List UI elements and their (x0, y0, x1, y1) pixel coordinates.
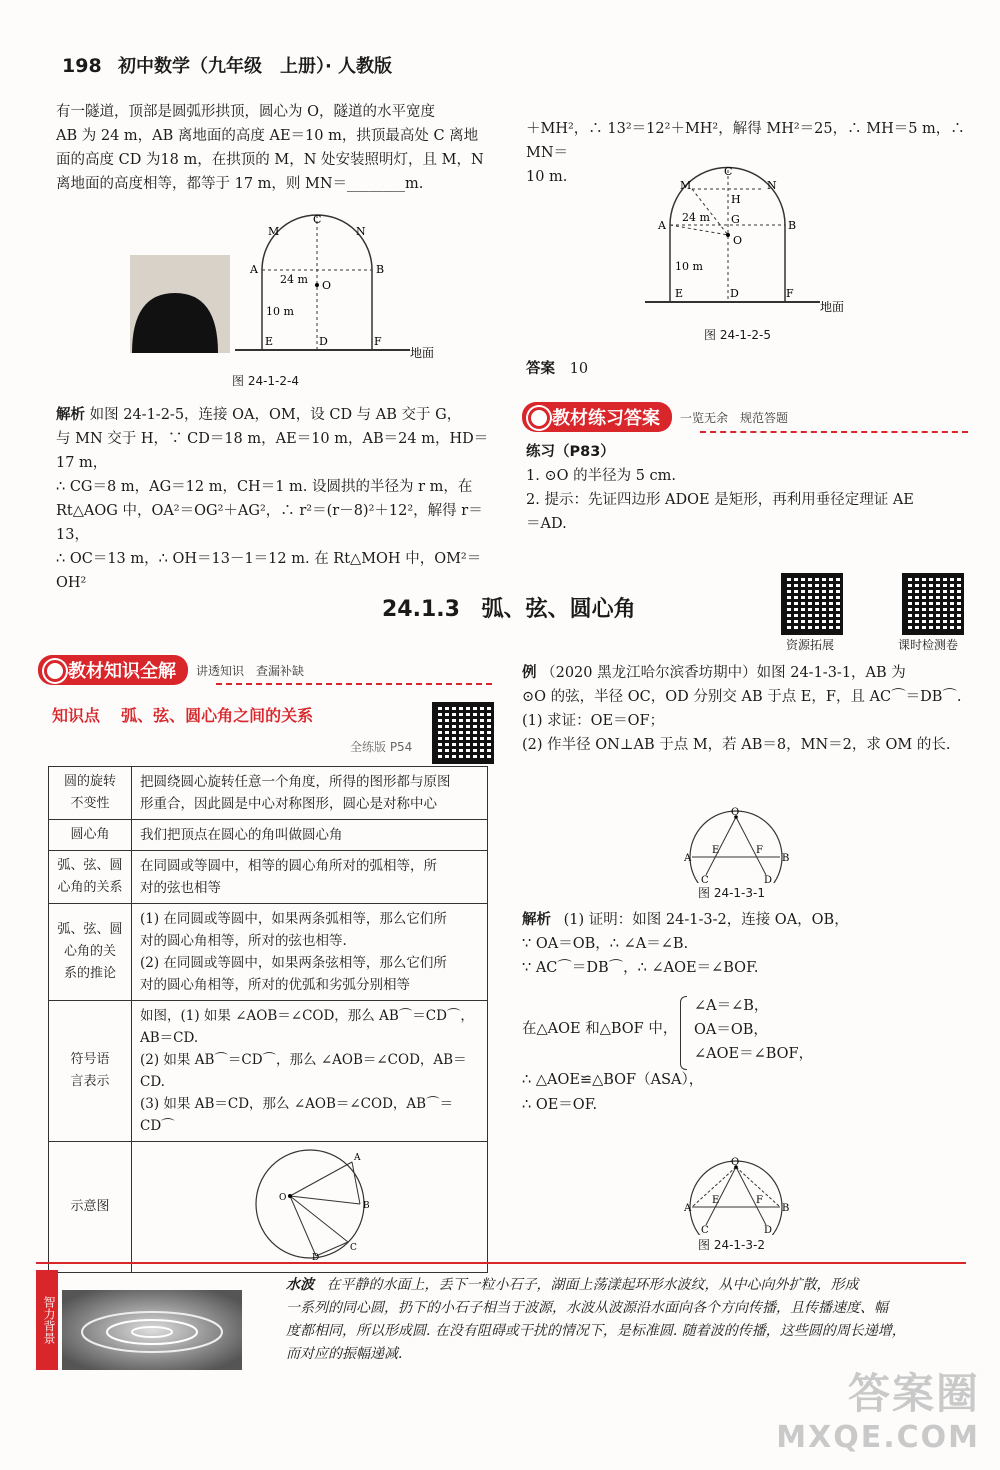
fig1-caption: 图 24-1-2-4 (232, 374, 299, 388)
table-row (49, 904, 488, 1001)
example-text: （2020 黑龙江哈尔滨香坊期中）如图 24-1-3-1，AB 为 ⊙O 的弦，半径 OC，OD 分别交 AB 于点 E，F，且 AC⌒＝DB⌒. (1) 求证：OE＝OF； (2) 作半径 ON⊥AB 于点 M，若 AB＝8，MN＝2，求 OM 的长. (522, 665, 962, 753)
fig4-label-D: D (764, 1225, 773, 1235)
analysis-block (56, 403, 500, 595)
fig4-label-C: C (701, 1225, 709, 1235)
banner-title: 教材练习答案 (522, 402, 672, 432)
fig1-label-O: O (322, 279, 332, 292)
circle-diagram (230, 1146, 390, 1261)
row-header: 圆心角 (49, 820, 132, 851)
watermark (776, 1369, 980, 1460)
answer-label: 答案 (526, 361, 555, 377)
fig1-label-D: D (319, 335, 328, 348)
row-header: 圆的旋转 不变性 (49, 767, 132, 820)
fig2-ground-label: 地面 (820, 300, 845, 314)
example-label: 例 (522, 665, 537, 681)
fig2-label-N: N (767, 179, 777, 192)
knowledge-ref: 全练版 P54 (350, 740, 413, 754)
brace-conditions (694, 994, 813, 1066)
table-row (49, 767, 488, 820)
fig2-label-A: A (658, 219, 666, 232)
fig1-label-24m: 24 m (280, 273, 308, 286)
fig2-label-D: D (730, 287, 739, 300)
fig1-label-N: N (356, 225, 366, 238)
section-number: 24.1.3 (382, 597, 460, 622)
banner-exercise-answers (522, 402, 788, 432)
fig4-label-O: O (731, 1157, 740, 1168)
condition-1: ∠A＝∠B， (694, 998, 769, 1014)
condition-3: ∠AOE＝∠BOF， (694, 1046, 814, 1062)
qr-label-test: 课时检测卷 (898, 638, 959, 652)
watermark-line-2: MXQE.COM (776, 1420, 980, 1455)
example-block (522, 661, 968, 757)
diagram-label-O: O (278, 1193, 286, 1203)
water-ripple-image (62, 1290, 242, 1370)
page-header (62, 52, 392, 78)
row-content: 把圆绕圆心旋转任意一个角度，所得的图形都与原图 形重合，因此圆是中心对称图形，圆心是对称中心 (132, 767, 488, 820)
qr-code-knowledge[interactable] (432, 702, 494, 764)
watermark-line-1: 答案圈 (847, 1369, 980, 1418)
table-row (49, 1001, 488, 1142)
answer-line (526, 357, 588, 381)
fig2-label-M: M (680, 179, 692, 192)
exercise-item-2: 2. 提示：先证四边形 ADOE 是矩形，再利用垂径定理证 AE ＝AD. (526, 492, 914, 532)
condition-2: OA＝OB， (694, 1022, 768, 1038)
fig2-label-O: O (733, 234, 743, 247)
fig2-label-24m: 24 m (682, 211, 710, 224)
banner-title: 教材知识全解 (38, 655, 188, 685)
banner-knowledge (38, 655, 304, 685)
fig3-caption: 图 24-1-3-1 (698, 886, 765, 900)
diagram-label-C: C (349, 1243, 357, 1253)
problem-text: 有一隧道，顶部是圆弧形拱顶，圆心为 O，隧道的水平宽度 AB 为 24 m，AB 离地面的高度 AE＝10 m，拱顶最高处 C 离地 面的高度 CD 为18 m，在拱顶的 M，N 处安装照明灯，且 M，N 离地面的高度相等，都等于 17 m，则 MN＝________m. (56, 104, 484, 192)
analysis-line-3: ∵ AC⌒＝DB⌒，∴ ∠AOE＝∠BOF. (522, 960, 759, 976)
fig1-label-A: A (250, 263, 258, 276)
page-number: 198 (62, 55, 102, 77)
side-tag: 智力背景 (36, 1270, 58, 1370)
section-name: 弧、弦、圆心角 (481, 597, 636, 622)
analysis-line-6: ∴ OE＝OF. (522, 1097, 598, 1113)
fig2-caption: 图 24-1-2-5 (704, 328, 771, 342)
qr-label-resources: 资源拓展 (786, 638, 835, 652)
exercise-item-1: 1. ⊙O 的半径为 5 cm. (526, 468, 677, 484)
row-content: (1) 在同圆或等圆中，如果两条弧相等，那么它们所 对的圆心角相等，所对的弦也相等. (2) 在同圆或等圆中，如果两条弦相等，那么它们所 对的圆心角相等，所对的优弧和劣弧分别相等 (132, 904, 488, 1001)
fig3-label-C: C (701, 875, 709, 883)
example-analysis (522, 908, 968, 980)
knowledge-table (48, 766, 488, 1273)
row-header: 符号语 言表示 (49, 1001, 132, 1142)
fig3-label-O: O (731, 807, 740, 818)
background-text: 在平静的水面上，丢下一粒小石子，湖面上荡漾起环形水波纹，从中心向外扩散，形成 一系列的同心圆，扔下的小石子相当于波源，水波从波源沿水面向各个方向传播，且传播速度、幅 度都相同，所以形成圆. 在没有阻碍或干扰的情况下，是标准圆. 随着波的传播，这些圆的周长递增， 而对应的振幅递减. (286, 1277, 906, 1362)
circle-figure-1 (684, 805, 794, 883)
fig3-label-F: F (756, 845, 763, 856)
fig3-label-E: E (712, 845, 720, 856)
row-content-diagram (132, 1142, 488, 1273)
fig2-label-H: H (731, 193, 741, 206)
diagram-label-B: B (362, 1201, 370, 1211)
fig2-label-10m: 10 m (675, 260, 703, 273)
analysis-line-1: (1) 证明：如图 24-1-3-2，连接 OA，OB， (563, 912, 849, 928)
qr-code-test[interactable] (902, 573, 964, 635)
knowledge-title: 弧、弦、圆心角之间的关系 (121, 706, 314, 725)
fig4-label-F: F (756, 1195, 763, 1206)
fig4-caption: 图 24-1-3-2 (698, 1238, 765, 1252)
analysis-line-5: ∴ △AOE≌△BOF（ASA）， (522, 1072, 704, 1088)
banner-subtitle: 一览无余 规范答题 (680, 410, 789, 425)
row-header: 弧、弦、圆 心角的关 系的推论 (49, 904, 132, 1001)
banner-subtitle: 讲透知识 查漏补缺 (196, 663, 305, 678)
row-content: 如图，(1) 如果 ∠AOB＝∠COD，那么 AB⌒＝CD⌒， AB＝CD. (2) 如果 AB⌒＝CD⌒，那么 ∠AOB＝∠COD，AB＝CD. (3) 如果 AB＝CD，那么 ∠AOB＝∠COD，AB⌒＝CD⌒ (132, 1001, 488, 1142)
fig4-label-B: B (782, 1203, 790, 1214)
fig3-label-B: B (782, 853, 790, 864)
fig2-label-E: E (675, 287, 684, 300)
fig2-label-C: C (724, 165, 733, 178)
banner-rule (700, 431, 968, 433)
tunnel-figure-2 (640, 165, 860, 315)
circle-figure-2 (684, 1155, 794, 1235)
fig1-label-E: E (265, 335, 274, 348)
fig2-label-F: F (786, 287, 794, 300)
analysis-continued: ＋MH²，∴ 13²＝12²＋MH²，解得 MH²＝25，∴ MH＝5 m，∴ MN＝ 10 m. (526, 121, 965, 185)
fig3-label-D: D (764, 875, 773, 883)
banner-rule (216, 683, 492, 685)
exercise-block (526, 440, 970, 536)
answer-value: 10 (569, 361, 589, 377)
row-header: 示意图 (49, 1142, 132, 1273)
fig4-label-A: A (684, 1203, 692, 1214)
example-analysis-label: 解析 (522, 912, 551, 928)
diagram-label-A: A (353, 1153, 360, 1163)
section-title (382, 592, 636, 623)
row-header: 弧、弦、圆 心角的关系 (49, 851, 132, 904)
table-row (49, 851, 488, 904)
background-text-block (286, 1274, 966, 1366)
tunnel-figure-1 (120, 205, 450, 370)
fig2-label-B: B (788, 219, 797, 232)
row-content: 在同圆或等圆中，相等的圆心角所对的弧相等，所 对的弦也相等 (132, 851, 488, 904)
fig4-label-E: E (712, 1195, 720, 1206)
diagram-label-D: D (311, 1253, 319, 1261)
analysis-line-4: 在△AOE 和△BOF 中， (522, 1021, 678, 1037)
analysis-label: 解析 (56, 407, 85, 423)
fig1-label-M: M (268, 225, 280, 238)
background-title: 水波 (286, 1277, 314, 1293)
qr-code-resources[interactable] (781, 573, 843, 635)
exercise-title: 练习（P83） (526, 444, 615, 460)
knowledge-point-heading (52, 703, 313, 726)
row-content: 我们把顶点在圆心的角叫做圆心角 (132, 820, 488, 851)
knowledge-label: 知识点 (52, 706, 101, 725)
fig3-label-A: A (684, 853, 692, 864)
fig1-ground-label: 地面 (410, 346, 435, 360)
brace (680, 996, 687, 1070)
fig1-label-F: F (374, 335, 382, 348)
fig2-label-G: G (731, 213, 740, 226)
analysis-text: 如图 24-1-2-5，连接 OA，OM，设 CD 与 AB 交于 G， 与 MN 交于 H，∵ CD＝18 m，AE＝10 m，AB＝24 m，HD＝17 m， ∴ CG＝8 m，AG＝12 m，CH＝1 m. 设圆拱的半径为 r m，在 Rt△AOG 中，OA²＝OG²＋AG²，∴ r²＝(r－8)²＋12²，解得 r＝13， ∴ OC＝13 m，∴ OH＝13－1＝12 m. 在 Rt△MOH 中，OM²＝OH² (56, 407, 489, 591)
fig1-label-10m: 10 m (266, 305, 294, 318)
table-row (49, 1142, 488, 1273)
analysis-line-2: ∵ OA＝OB，∴ ∠A＝∠B. (522, 936, 689, 952)
book-title: 初中数学（九年级 上册）· 人教版 (117, 56, 393, 77)
fig1-label-B: B (376, 263, 385, 276)
table-row (49, 820, 488, 851)
fig1-label-C: C (313, 213, 322, 226)
